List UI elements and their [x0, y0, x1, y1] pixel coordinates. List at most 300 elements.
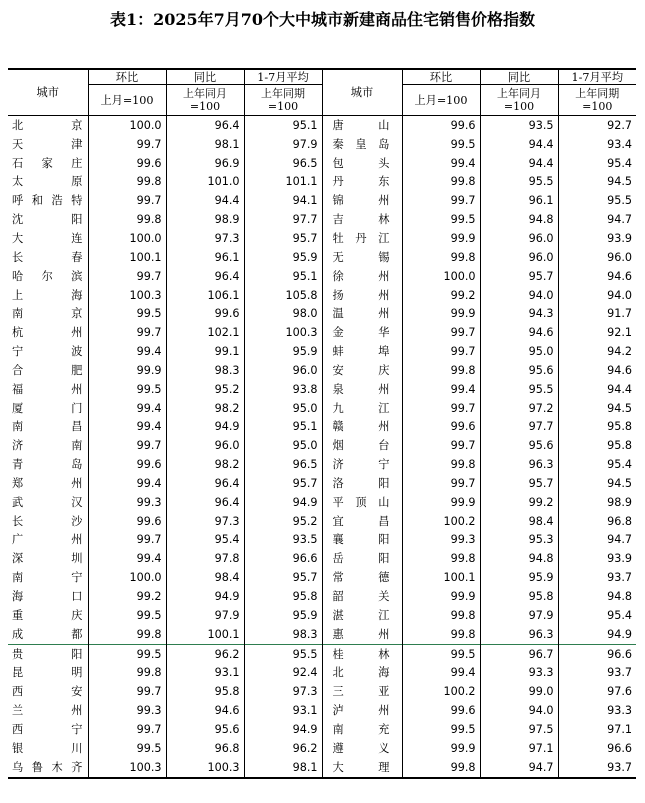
right-avg-cell: 94.0 — [558, 286, 636, 305]
right-mom-cell: 99.2 — [402, 286, 480, 305]
right-yoy-cell: 97.1 — [480, 739, 558, 758]
left-avg-cell: 96.6 — [244, 549, 322, 568]
right-mom-cell: 99.8 — [402, 361, 480, 380]
left-mom-cell: 99.8 — [88, 173, 166, 192]
right-mom-cell: 99.8 — [402, 625, 480, 644]
left-city-cell: 银川 — [12, 741, 83, 755]
right-city-cell: 唐山 — [322, 116, 402, 135]
right-city-cell: 无锡 — [322, 248, 402, 267]
right-yoy-cell: 96.0 — [480, 248, 558, 267]
mom-base-left: 上月=100 — [88, 85, 166, 116]
city-header-left: 城市 — [8, 69, 88, 116]
left-mom-cell: 99.3 — [88, 701, 166, 720]
right-yoy-cell: 96.3 — [480, 625, 558, 644]
left-yoy-cell: 97.3 — [166, 229, 244, 248]
right-yoy-cell: 95.7 — [480, 474, 558, 493]
right-avg-cell: 94.2 — [558, 342, 636, 361]
left-avg-cell: 95.7 — [244, 474, 322, 493]
price-index-table — [8, 68, 636, 779]
right-yoy-cell: 99.0 — [480, 682, 558, 701]
left-yoy-cell: 96.4 — [166, 267, 244, 286]
left-avg-cell: 95.7 — [244, 568, 322, 587]
right-avg-cell: 96.8 — [558, 512, 636, 531]
left-avg-cell: 95.0 — [244, 399, 322, 418]
right-avg-cell: 98.9 — [558, 493, 636, 512]
left-avg-cell: 95.1 — [244, 267, 322, 286]
yoy-header-left: 同比 — [166, 69, 244, 85]
right-yoy-cell: 96.3 — [480, 455, 558, 474]
left-avg-cell: 93.5 — [244, 531, 322, 550]
left-yoy-cell: 98.9 — [166, 210, 244, 229]
left-avg-cell: 95.1 — [244, 116, 322, 135]
right-yoy-cell: 94.4 — [480, 154, 558, 173]
table-row — [8, 625, 636, 644]
table-row — [8, 380, 636, 399]
left-avg-cell: 95.5 — [244, 644, 322, 663]
left-avg-cell: 94.1 — [244, 191, 322, 210]
right-yoy-cell: 95.5 — [480, 173, 558, 192]
right-city-cell: 宜昌 — [322, 512, 402, 531]
table-row — [8, 549, 636, 568]
city-header-right: 城市 — [322, 69, 402, 116]
right-avg-cell: 94.7 — [558, 531, 636, 550]
left-yoy-cell: 102.1 — [166, 323, 244, 342]
table-row — [8, 493, 636, 512]
left-mom-cell: 100.0 — [88, 229, 166, 248]
left-city-cell: 广州 — [12, 533, 83, 547]
left-city-cell: 重庆 — [12, 608, 83, 622]
table-row — [8, 758, 636, 778]
right-avg-cell: 94.8 — [558, 587, 636, 606]
left-yoy-cell: 95.4 — [166, 531, 244, 550]
left-yoy-cell: 98.2 — [166, 399, 244, 418]
yoy-base-right: 上年同月 =100 — [480, 85, 558, 116]
right-city-cell: 九江 — [322, 399, 402, 418]
right-city-cell: 赣州 — [322, 418, 402, 437]
right-mom-cell: 99.8 — [402, 606, 480, 625]
left-yoy-cell: 93.1 — [166, 663, 244, 682]
right-city-cell: 锦州 — [322, 191, 402, 210]
table-row — [8, 587, 636, 606]
right-yoy-cell: 97.5 — [480, 720, 558, 739]
left-yoy-cell: 96.9 — [166, 154, 244, 173]
left-city-cell: 深圳 — [12, 552, 83, 566]
table-row — [8, 644, 636, 663]
left-avg-cell: 96.5 — [244, 154, 322, 173]
right-avg-cell: 91.7 — [558, 304, 636, 323]
left-avg-cell: 101.1 — [244, 173, 322, 192]
right-avg-cell: 93.7 — [558, 663, 636, 682]
avg-header-right: 1-7月平均 — [558, 69, 636, 85]
left-city-cell: 杭州 — [12, 326, 83, 340]
left-city-cell: 呼和浩特 — [12, 194, 83, 208]
right-avg-cell: 95.4 — [558, 606, 636, 625]
table-row — [8, 474, 636, 493]
left-yoy-cell: 96.4 — [166, 474, 244, 493]
right-yoy-cell: 98.4 — [480, 512, 558, 531]
left-city-cell: 宁波 — [12, 345, 83, 359]
right-mom-cell: 99.7 — [402, 323, 480, 342]
left-yoy-cell: 98.4 — [166, 568, 244, 587]
left-mom-cell: 99.6 — [88, 154, 166, 173]
left-yoy-cell: 98.2 — [166, 455, 244, 474]
table-row — [8, 512, 636, 531]
left-city-cell: 成都 — [12, 627, 83, 641]
right-yoy-cell: 96.0 — [480, 229, 558, 248]
right-city-cell: 大理 — [322, 758, 402, 778]
left-avg-cell: 95.7 — [244, 229, 322, 248]
left-mom-cell: 99.4 — [88, 549, 166, 568]
mom-header-right: 环比 — [402, 69, 480, 85]
right-yoy-cell: 94.0 — [480, 286, 558, 305]
right-mom-cell: 99.6 — [402, 701, 480, 720]
table-row — [8, 304, 636, 323]
left-avg-cell: 94.9 — [244, 493, 322, 512]
left-mom-cell: 99.9 — [88, 361, 166, 380]
left-avg-cell: 97.3 — [244, 682, 322, 701]
left-city-cell: 青岛 — [12, 458, 83, 472]
right-mom-cell: 99.9 — [402, 493, 480, 512]
right-avg-cell: 92.1 — [558, 323, 636, 342]
left-avg-cell: 96.2 — [244, 739, 322, 758]
left-mom-cell: 99.7 — [88, 191, 166, 210]
left-mom-cell: 99.6 — [88, 512, 166, 531]
left-avg-cell: 95.8 — [244, 587, 322, 606]
left-yoy-cell: 96.2 — [166, 644, 244, 663]
table-row — [8, 323, 636, 342]
left-mom-cell: 99.3 — [88, 493, 166, 512]
right-mom-cell: 99.9 — [402, 229, 480, 248]
left-mom-cell: 99.4 — [88, 418, 166, 437]
right-mom-cell: 99.7 — [402, 191, 480, 210]
right-yoy-cell: 95.8 — [480, 587, 558, 606]
left-yoy-cell: 94.6 — [166, 701, 244, 720]
left-avg-cell: 95.9 — [244, 606, 322, 625]
right-mom-cell: 99.4 — [402, 380, 480, 399]
left-yoy-cell: 94.9 — [166, 587, 244, 606]
right-avg-cell: 92.7 — [558, 116, 636, 135]
left-mom-cell: 99.5 — [88, 739, 166, 758]
right-city-cell: 洛阳 — [322, 474, 402, 493]
left-mom-cell: 99.5 — [88, 644, 166, 663]
left-avg-cell: 93.1 — [244, 701, 322, 720]
right-yoy-cell: 94.0 — [480, 701, 558, 720]
left-city-cell: 昆明 — [12, 666, 83, 680]
right-avg-cell: 96.6 — [558, 739, 636, 758]
right-mom-cell: 99.7 — [402, 436, 480, 455]
table-row — [8, 720, 636, 739]
left-avg-cell: 97.7 — [244, 210, 322, 229]
left-mom-cell: 99.7 — [88, 267, 166, 286]
mom-header-left: 环比 — [88, 69, 166, 85]
right-city-cell: 金华 — [322, 323, 402, 342]
table-title: 表1：2025年7月70个大中城市新建商品住宅销售价格指数 — [109, 10, 536, 29]
left-yoy-cell: 95.6 — [166, 720, 244, 739]
left-mom-cell: 99.7 — [88, 531, 166, 550]
right-city-cell: 济宁 — [322, 455, 402, 474]
right-mom-cell: 99.7 — [402, 342, 480, 361]
left-city-cell: 贵阳 — [8, 644, 88, 663]
header-row-1 — [8, 69, 636, 85]
left-city-cell: 厦门 — [12, 401, 83, 415]
left-mom-cell: 99.8 — [88, 663, 166, 682]
left-city-cell: 西宁 — [12, 722, 83, 736]
right-mom-cell: 100.2 — [402, 682, 480, 701]
left-mom-cell: 99.4 — [88, 474, 166, 493]
right-city-cell: 北海 — [322, 663, 402, 682]
right-yoy-cell: 94.6 — [480, 323, 558, 342]
left-mom-cell: 100.0 — [88, 568, 166, 587]
table-row — [8, 286, 636, 305]
right-city-cell: 韶关 — [322, 587, 402, 606]
table-row — [8, 342, 636, 361]
right-yoy-cell: 94.7 — [480, 758, 558, 778]
table-row — [8, 154, 636, 173]
right-city-cell: 三亚 — [322, 682, 402, 701]
left-mom-cell: 99.7 — [88, 323, 166, 342]
left-avg-cell: 98.3 — [244, 625, 322, 644]
right-city-cell: 常德 — [322, 568, 402, 587]
table-row — [8, 531, 636, 550]
right-avg-cell: 94.5 — [558, 399, 636, 418]
right-yoy-cell: 95.9 — [480, 568, 558, 587]
table-row — [8, 663, 636, 682]
left-city-cell: 长春 — [12, 250, 83, 264]
right-city-cell: 吉林 — [322, 210, 402, 229]
right-mom-cell: 99.5 — [402, 210, 480, 229]
table-row — [8, 455, 636, 474]
right-yoy-cell: 95.7 — [480, 267, 558, 286]
left-mom-cell: 99.8 — [88, 210, 166, 229]
right-avg-cell: 95.8 — [558, 418, 636, 437]
right-city-cell: 烟台 — [322, 436, 402, 455]
avg-base-left: 上年同期 =100 — [244, 85, 322, 116]
left-yoy-cell: 99.6 — [166, 304, 244, 323]
left-city-cell: 兰州 — [12, 704, 83, 718]
right-mom-cell: 99.7 — [402, 474, 480, 493]
right-mom-cell: 100.1 — [402, 568, 480, 587]
left-city-cell: 西安 — [12, 685, 83, 699]
table-row — [8, 173, 636, 192]
left-city-cell: 哈尔滨 — [12, 269, 83, 283]
table-row — [8, 229, 636, 248]
right-yoy-cell: 93.3 — [480, 663, 558, 682]
left-avg-cell: 95.9 — [244, 342, 322, 361]
right-mom-cell: 99.4 — [402, 663, 480, 682]
right-city-cell: 遵义 — [322, 739, 402, 758]
right-mom-cell: 99.5 — [402, 644, 480, 663]
right-city-cell: 泉州 — [322, 380, 402, 399]
right-city-cell: 包头 — [322, 154, 402, 173]
left-city-cell: 南宁 — [12, 571, 83, 585]
right-avg-cell: 93.3 — [558, 701, 636, 720]
left-yoy-cell: 96.1 — [166, 248, 244, 267]
table-row — [8, 682, 636, 701]
right-avg-cell: 97.6 — [558, 682, 636, 701]
right-avg-cell: 95.8 — [558, 436, 636, 455]
left-city-cell: 郑州 — [12, 476, 83, 490]
right-city-cell: 湛江 — [322, 606, 402, 625]
left-yoy-cell: 95.2 — [166, 380, 244, 399]
left-yoy-cell: 96.4 — [166, 116, 244, 135]
right-yoy-cell: 97.2 — [480, 399, 558, 418]
left-city-cell: 长沙 — [12, 514, 83, 528]
left-city-cell: 天津 — [12, 137, 83, 151]
right-avg-cell: 95.5 — [558, 191, 636, 210]
right-yoy-cell: 97.9 — [480, 606, 558, 625]
table-row — [8, 361, 636, 380]
left-mom-cell: 100.3 — [88, 286, 166, 305]
table-row — [8, 568, 636, 587]
right-city-cell: 惠州 — [322, 625, 402, 644]
left-city-cell: 上海 — [12, 288, 83, 302]
right-yoy-cell: 96.7 — [480, 644, 558, 663]
left-yoy-cell: 94.4 — [166, 191, 244, 210]
left-yoy-cell: 96.8 — [166, 739, 244, 758]
left-avg-cell: 92.4 — [244, 663, 322, 682]
right-mom-cell: 99.9 — [402, 304, 480, 323]
left-yoy-cell: 97.9 — [166, 606, 244, 625]
table-row — [8, 701, 636, 720]
left-yoy-cell: 96.0 — [166, 436, 244, 455]
table-row — [8, 267, 636, 286]
left-mom-cell: 99.5 — [88, 606, 166, 625]
right-yoy-cell: 95.0 — [480, 342, 558, 361]
left-city-cell: 石家庄 — [12, 156, 83, 170]
right-mom-cell: 99.7 — [402, 399, 480, 418]
right-mom-cell: 100.0 — [402, 267, 480, 286]
left-mom-cell: 99.8 — [88, 625, 166, 644]
right-city-cell: 丹东 — [322, 173, 402, 192]
left-mom-cell: 99.6 — [88, 455, 166, 474]
right-yoy-cell: 95.5 — [480, 380, 558, 399]
left-avg-cell: 95.2 — [244, 512, 322, 531]
left-avg-cell: 98.0 — [244, 304, 322, 323]
right-mom-cell: 99.6 — [402, 116, 480, 135]
table-row — [8, 399, 636, 418]
right-yoy-cell: 97.7 — [480, 418, 558, 437]
left-mom-cell: 99.7 — [88, 682, 166, 701]
left-mom-cell: 99.2 — [88, 587, 166, 606]
right-avg-cell: 94.5 — [558, 173, 636, 192]
left-avg-cell: 95.1 — [244, 418, 322, 437]
left-avg-cell: 95.9 — [244, 248, 322, 267]
right-yoy-cell: 95.6 — [480, 436, 558, 455]
left-city-cell: 沈阳 — [12, 213, 83, 227]
right-mom-cell: 99.8 — [402, 173, 480, 192]
left-yoy-cell: 97.3 — [166, 512, 244, 531]
right-avg-cell: 94.6 — [558, 361, 636, 380]
right-avg-cell: 94.6 — [558, 267, 636, 286]
right-city-cell: 泸州 — [322, 701, 402, 720]
left-city-cell: 武汉 — [12, 495, 83, 509]
left-city-cell: 合肥 — [12, 363, 83, 377]
right-yoy-cell: 95.3 — [480, 531, 558, 550]
right-city-cell: 襄阳 — [322, 531, 402, 550]
table-body — [8, 116, 636, 778]
right-city-cell: 扬州 — [322, 286, 402, 305]
table-row — [8, 191, 636, 210]
right-city-cell: 秦皇岛 — [322, 135, 402, 154]
right-city-cell: 蚌埠 — [322, 342, 402, 361]
table-row — [8, 135, 636, 154]
right-avg-cell: 93.9 — [558, 549, 636, 568]
left-mom-cell: 99.7 — [88, 720, 166, 739]
left-avg-cell: 94.9 — [244, 720, 322, 739]
right-avg-cell: 94.5 — [558, 474, 636, 493]
left-city-cell: 南昌 — [12, 420, 83, 434]
left-yoy-cell: 106.1 — [166, 286, 244, 305]
left-city-cell: 济南 — [12, 439, 83, 453]
left-yoy-cell: 98.3 — [166, 361, 244, 380]
right-yoy-cell: 95.6 — [480, 361, 558, 380]
yoy-header-right: 同比 — [480, 69, 558, 85]
right-mom-cell: 99.5 — [402, 135, 480, 154]
right-avg-cell: 93.7 — [558, 568, 636, 587]
left-avg-cell: 93.8 — [244, 380, 322, 399]
left-yoy-cell: 99.1 — [166, 342, 244, 361]
left-yoy-cell: 95.8 — [166, 682, 244, 701]
left-city-cell: 大连 — [12, 231, 83, 245]
right-mom-cell: 99.8 — [402, 455, 480, 474]
left-mom-cell: 100.1 — [88, 248, 166, 267]
right-mom-cell: 99.4 — [402, 154, 480, 173]
right-yoy-cell: 94.4 — [480, 135, 558, 154]
left-city-cell: 乌鲁木齐 — [8, 758, 88, 778]
right-mom-cell: 99.5 — [402, 720, 480, 739]
right-mom-cell: 100.2 — [402, 512, 480, 531]
right-yoy-cell: 99.2 — [480, 493, 558, 512]
left-yoy-cell: 98.1 — [166, 135, 244, 154]
yoy-base-left: 上年同月 =100 — [166, 85, 244, 116]
left-city-cell: 北京 — [12, 118, 83, 132]
left-mom-cell: 99.7 — [88, 436, 166, 455]
right-mom-cell: 99.3 — [402, 531, 480, 550]
right-city-cell: 安庆 — [322, 361, 402, 380]
table-row — [8, 116, 636, 135]
right-avg-cell: 94.7 — [558, 210, 636, 229]
right-avg-cell: 93.7 — [558, 758, 636, 778]
mom-base-right: 上月=100 — [402, 85, 480, 116]
left-mom-cell: 99.4 — [88, 399, 166, 418]
left-mom-cell: 99.5 — [88, 380, 166, 399]
left-city-cell: 南京 — [12, 307, 83, 321]
table-row — [8, 418, 636, 437]
table-row — [8, 248, 636, 267]
right-yoy-cell: 96.1 — [480, 191, 558, 210]
right-mom-cell: 99.8 — [402, 248, 480, 267]
left-avg-cell: 96.5 — [244, 455, 322, 474]
right-city-cell: 岳阳 — [322, 549, 402, 568]
left-mom-cell: 99.5 — [88, 304, 166, 323]
left-mom-cell: 100.3 — [88, 758, 166, 778]
right-yoy-cell: 93.5 — [480, 116, 558, 135]
right-mom-cell: 99.9 — [402, 739, 480, 758]
right-mom-cell: 99.6 — [402, 418, 480, 437]
right-yoy-cell: 94.8 — [480, 549, 558, 568]
left-avg-cell: 96.0 — [244, 361, 322, 380]
right-avg-cell: 94.9 — [558, 625, 636, 644]
right-avg-cell: 95.4 — [558, 455, 636, 474]
left-mom-cell: 100.0 — [88, 116, 166, 135]
right-city-cell: 桂林 — [322, 644, 402, 663]
left-yoy-cell: 100.1 — [166, 625, 244, 644]
left-mom-cell: 99.7 — [88, 135, 166, 154]
left-avg-cell: 105.8 — [244, 286, 322, 305]
left-city-cell: 海口 — [12, 590, 83, 604]
right-city-cell: 牡丹江 — [322, 229, 402, 248]
left-avg-cell: 100.3 — [244, 323, 322, 342]
